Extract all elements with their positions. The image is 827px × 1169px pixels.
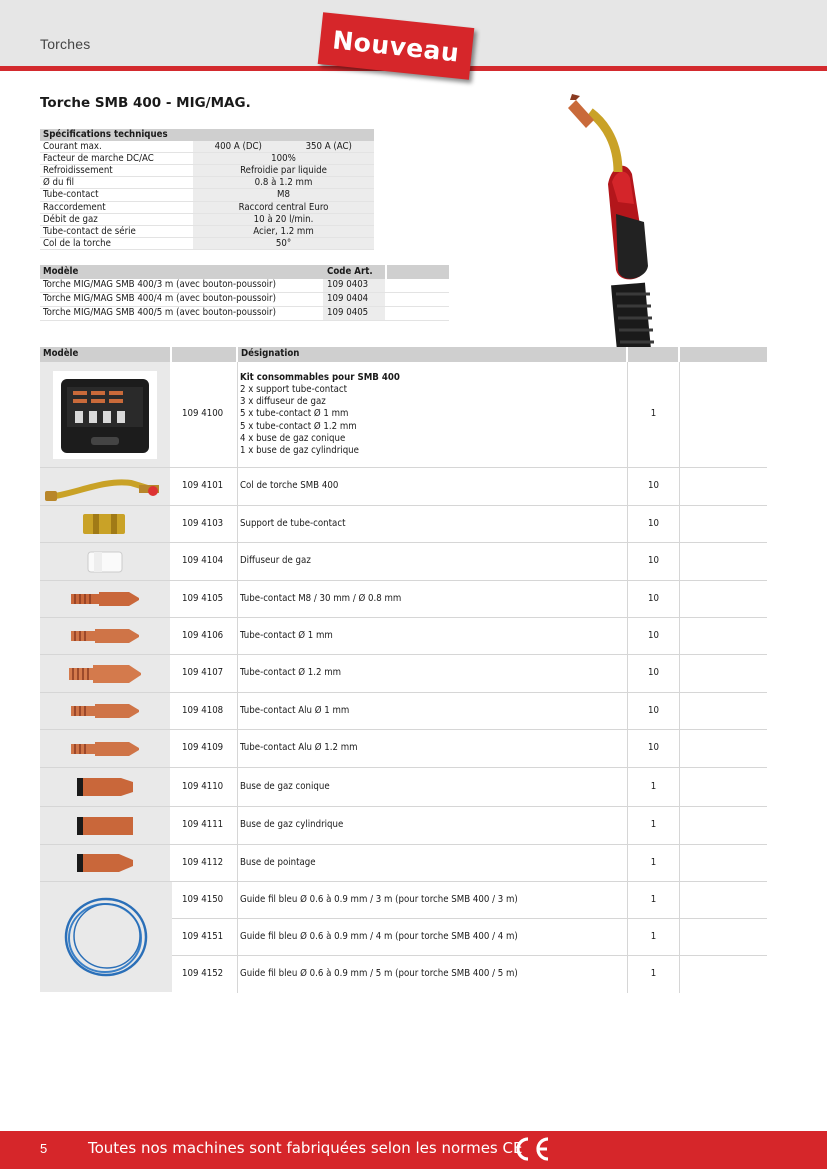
model-code: 109 0405 (323, 307, 385, 320)
table-row (172, 956, 767, 993)
gas-nozzle-icon (73, 851, 137, 875)
kit-line: 5 x tube-contact Ø 1.2 mm (240, 420, 357, 432)
part-designation: Tube-contact Alu Ø 1.2 mm (238, 730, 628, 767)
table-row (40, 362, 767, 468)
table-row (40, 807, 767, 845)
spec-label: Col de la torche (43, 237, 111, 249)
product-title: Torche SMB 400 - MIG/MAG. (40, 95, 251, 111)
part-code: 109 4150 (172, 882, 238, 918)
part-designation: Guide fil bleu Ø 0.6 à 0.9 mm / 5 m (pour torche SMB 400 / 5 m) (238, 956, 628, 993)
part-qty: 10 (628, 581, 680, 617)
part-qty: 10 (628, 506, 680, 542)
part-code: 109 4106 (172, 618, 238, 654)
part-code: 109 4107 (172, 655, 238, 692)
spec-row (40, 189, 374, 201)
model-name: Torche MIG/MAG SMB 400/4 m (avec bouton-poussoir) (43, 293, 276, 305)
part-designation: Support de tube-contact (238, 506, 628, 542)
part-code: 109 4105 (172, 581, 238, 617)
table-row (40, 468, 767, 506)
part-designation: Guide fil bleu Ø 0.6 à 0.9 mm / 3 m (pour torche SMB 400 / 3 m) (238, 882, 628, 918)
kit-image (40, 362, 172, 467)
parts-col-designation: Désignation (238, 347, 628, 362)
spec-label: Tube-contact (43, 189, 99, 201)
part-designation: Tube-contact Alu Ø 1 mm (238, 693, 628, 729)
model-row (40, 293, 449, 307)
part-designation: Diffuseur de gaz (238, 543, 628, 580)
page-number: 5 (40, 1141, 48, 1156)
model-name: Torche MIG/MAG SMB 400/3 m (avec bouton-poussoir) (43, 279, 276, 291)
table-row (40, 655, 767, 693)
model-row (40, 307, 449, 321)
spec-label: Débit de gaz (43, 213, 98, 225)
spec-value-dc: 400 A (DC) (214, 141, 262, 153)
kit-line: 2 x support tube-contact (240, 384, 348, 396)
spec-value: Acier, 1.2 mm (193, 226, 374, 237)
specs-header-row (40, 129, 374, 141)
part-code: 109 4152 (172, 956, 238, 993)
part-qty: 10 (628, 468, 680, 505)
spec-label: Ø du fil (43, 177, 75, 189)
models-col-model: Modèle (43, 265, 79, 277)
spec-value: Refroidie par liquide (193, 165, 374, 176)
spec-label: Refroidissement (43, 165, 113, 177)
parts-col-model: Modèle (40, 347, 172, 362)
spec-row (40, 238, 374, 250)
part-designation: Buse de gaz conique (238, 768, 628, 806)
spec-value-ac: 350 A (AC) (305, 141, 352, 153)
table-row (40, 845, 767, 882)
contact-tip-icon (69, 588, 141, 610)
parts-table (40, 347, 767, 993)
contact-tip-icon (69, 625, 141, 647)
ce-mark-icon (512, 1135, 552, 1163)
spec-row (40, 226, 374, 238)
part-designation: Buse de pointage (238, 845, 628, 881)
section-title: Torches (40, 36, 91, 52)
new-badge-label: Nouveau (331, 24, 461, 68)
spec-label: Facteur de marche DC/AC (43, 153, 154, 165)
models-col-code: Code Art. (323, 265, 385, 279)
spec-row (40, 214, 374, 226)
spec-value: 50° (193, 238, 374, 249)
part-qty: 1 (628, 956, 680, 993)
spec-row (40, 141, 374, 153)
table-row (172, 919, 767, 956)
specs-table (40, 129, 374, 250)
part-qty: 1 (628, 807, 680, 844)
footer-text: Toutes nos machines sont fabriquées selon les normes CE (88, 1139, 523, 1157)
model-name: Torche MIG/MAG SMB 400/5 m (avec bouton-poussoir) (43, 307, 276, 319)
spec-label: Tube-contact de série (43, 225, 136, 237)
torch-neck-icon (43, 471, 167, 503)
spec-row (40, 202, 374, 214)
part-code: 109 4109 (172, 730, 238, 767)
contact-tip-icon (67, 661, 143, 687)
part-qty: 10 (628, 693, 680, 729)
kit-line: 5 x tube-contact Ø 1 mm (240, 408, 349, 420)
liners-group (40, 882, 767, 993)
table-row (172, 882, 767, 919)
spec-value: Raccord central Euro (193, 202, 374, 213)
spec-row (40, 153, 374, 165)
part-qty: 1 (628, 882, 680, 918)
table-row (40, 693, 767, 730)
spec-label: Courant max. (43, 141, 102, 153)
gas-diffuser-icon (80, 548, 130, 576)
part-qty: 1 (628, 362, 680, 467)
contact-holder-icon (75, 510, 135, 538)
spec-value: 0.8 à 1.2 mm (193, 177, 374, 188)
table-row (40, 581, 767, 618)
part-designation: Tube-contact M8 / 30 mm / Ø 0.8 mm (238, 581, 628, 617)
table-row (40, 506, 767, 543)
spec-row (40, 165, 374, 177)
table-row (40, 768, 767, 807)
part-qty: 10 (628, 618, 680, 654)
table-row (40, 543, 767, 581)
part-designation: Tube-contact Ø 1.2 mm (238, 655, 628, 692)
kit-line: 4 x buse de gaz conique (240, 432, 346, 444)
torch-image (560, 94, 670, 350)
part-designation: Col de torche SMB 400 (238, 468, 628, 505)
part-designation: Buse de gaz cylindrique (238, 807, 628, 844)
model-code: 109 0404 (323, 293, 385, 306)
kit-line: 1 x buse de gaz cylindrique (240, 444, 359, 456)
wire-liner-icon (61, 892, 151, 982)
models-header-row (40, 265, 449, 279)
table-row (40, 730, 767, 768)
model-row (40, 279, 449, 293)
table-row (40, 618, 767, 655)
gas-nozzle-icon (73, 814, 137, 838)
part-code: 109 4110 (172, 768, 238, 806)
part-code: 109 4151 (172, 919, 238, 955)
gas-nozzle-icon (73, 775, 137, 799)
part-designation: Tube-contact Ø 1 mm (238, 618, 628, 654)
kit-line: 3 x diffuseur de gaz (240, 396, 326, 408)
part-code: 109 4112 (172, 845, 238, 881)
models-table (40, 265, 449, 321)
kit-title: Kit consommables pour SMB 400 (240, 372, 400, 384)
contact-tip-icon (69, 700, 141, 722)
part-qty: 1 (628, 919, 680, 955)
contact-tip-icon (69, 738, 141, 760)
parts-header-row (40, 347, 767, 362)
part-qty: 10 (628, 655, 680, 692)
spec-row (40, 177, 374, 189)
part-code: 109 4103 (172, 506, 238, 542)
spec-value: 100% (193, 153, 374, 164)
consumables-case-icon (51, 369, 159, 461)
part-qty: 1 (628, 845, 680, 881)
model-code: 109 0403 (323, 279, 385, 292)
part-qty: 1 (628, 768, 680, 806)
part-code: 109 4108 (172, 693, 238, 729)
spec-value: M8 (193, 189, 374, 200)
spec-label: Raccordement (43, 201, 106, 213)
part-qty: 10 (628, 543, 680, 580)
part-code: 109 4104 (172, 543, 238, 580)
part-qty: 10 (628, 730, 680, 767)
specs-heading: Spécifications techniques (43, 129, 168, 140)
part-designation: Guide fil bleu Ø 0.6 à 0.9 mm / 4 m (pour torche SMB 400 / 4 m) (238, 919, 628, 955)
part-code: 109 4100 (172, 362, 238, 467)
spec-value: 10 à 20 l/min. (193, 214, 374, 225)
part-code: 109 4101 (172, 468, 238, 505)
part-code: 109 4111 (172, 807, 238, 844)
